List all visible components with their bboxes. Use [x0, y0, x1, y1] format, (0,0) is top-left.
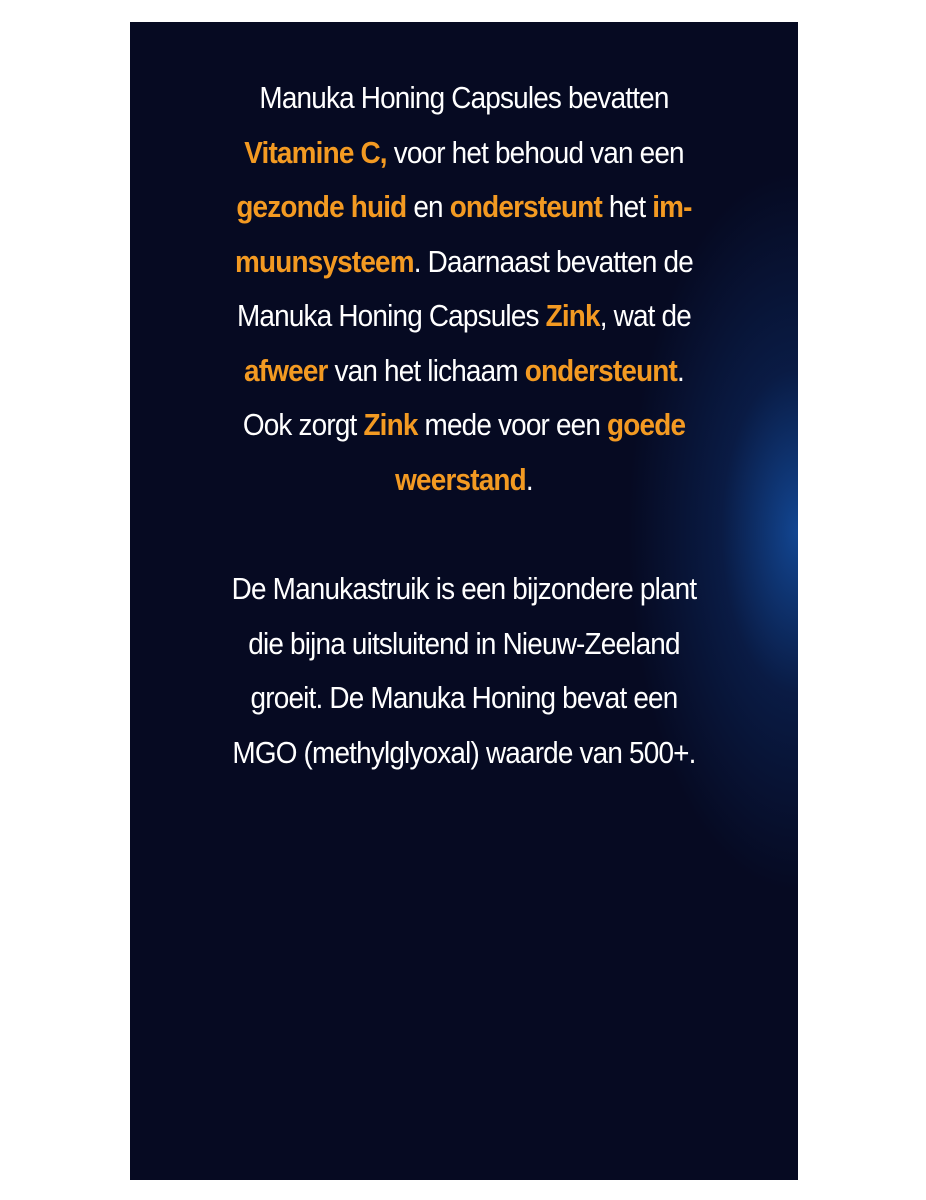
- text-fragment: mede voor een: [417, 407, 608, 442]
- text-line: [163, 180, 764, 235]
- text-line: [163, 344, 764, 399]
- text-line: [163, 235, 764, 290]
- text-line: [163, 398, 764, 453]
- highlight-goede-weerstand-end: weerstand: [395, 461, 526, 497]
- highlight-zink: Zink: [545, 298, 600, 333]
- text-fragment: voor het behoud van een: [386, 134, 684, 170]
- text-fragment: van het lichaam: [327, 352, 525, 388]
- product-benefits-paragraph: [163, 71, 764, 507]
- text-line: De Manukastruik is een bijzondere plant: [231, 571, 697, 606]
- text-fragment: Manuka Honing Capsules bevatten: [259, 80, 669, 115]
- text-fragment: het: [601, 189, 653, 224]
- text-line: [163, 126, 764, 181]
- text-line: groeit. De Manuka Honing bevat een: [250, 680, 678, 715]
- text-line: MGO (methylglyoxal) waarde van 500+.: [232, 734, 696, 770]
- text-fragment: , wat de: [599, 298, 691, 333]
- text-fragment: . Daarnaast bevatten de: [413, 243, 693, 279]
- product-info-panel: [130, 22, 798, 1180]
- highlight-gezonde-huid: gezonde huid: [236, 189, 407, 224]
- text-line: die bijna uitsluitend in Nieuw-Zeeland: [248, 625, 680, 661]
- highlight-afweer: afweer: [244, 352, 328, 388]
- text-fragment: .: [525, 461, 533, 497]
- text-fragment: Ook zorgt: [242, 407, 364, 442]
- text-fragment: .: [677, 352, 684, 388]
- manuka-origin-paragraph: [163, 562, 764, 780]
- highlight-zink: Zink: [363, 407, 418, 442]
- highlight-ondersteunt: ondersteunt: [449, 189, 602, 224]
- highlight-immuunsysteem-end: muunsysteem: [235, 243, 414, 279]
- text-line: [163, 289, 764, 344]
- text-fragment: Manuka Honing Capsules: [237, 298, 546, 333]
- highlight-vitamine-c: Vitamine C,: [244, 134, 387, 170]
- highlight-goede-weerstand-start: goede: [607, 407, 686, 442]
- text-line: [163, 71, 764, 126]
- text-fragment: en: [406, 189, 450, 224]
- highlight-ondersteunt: ondersteunt: [524, 352, 678, 388]
- highlight-immuunsysteem-start: im-: [652, 189, 692, 224]
- text-line: [163, 453, 764, 508]
